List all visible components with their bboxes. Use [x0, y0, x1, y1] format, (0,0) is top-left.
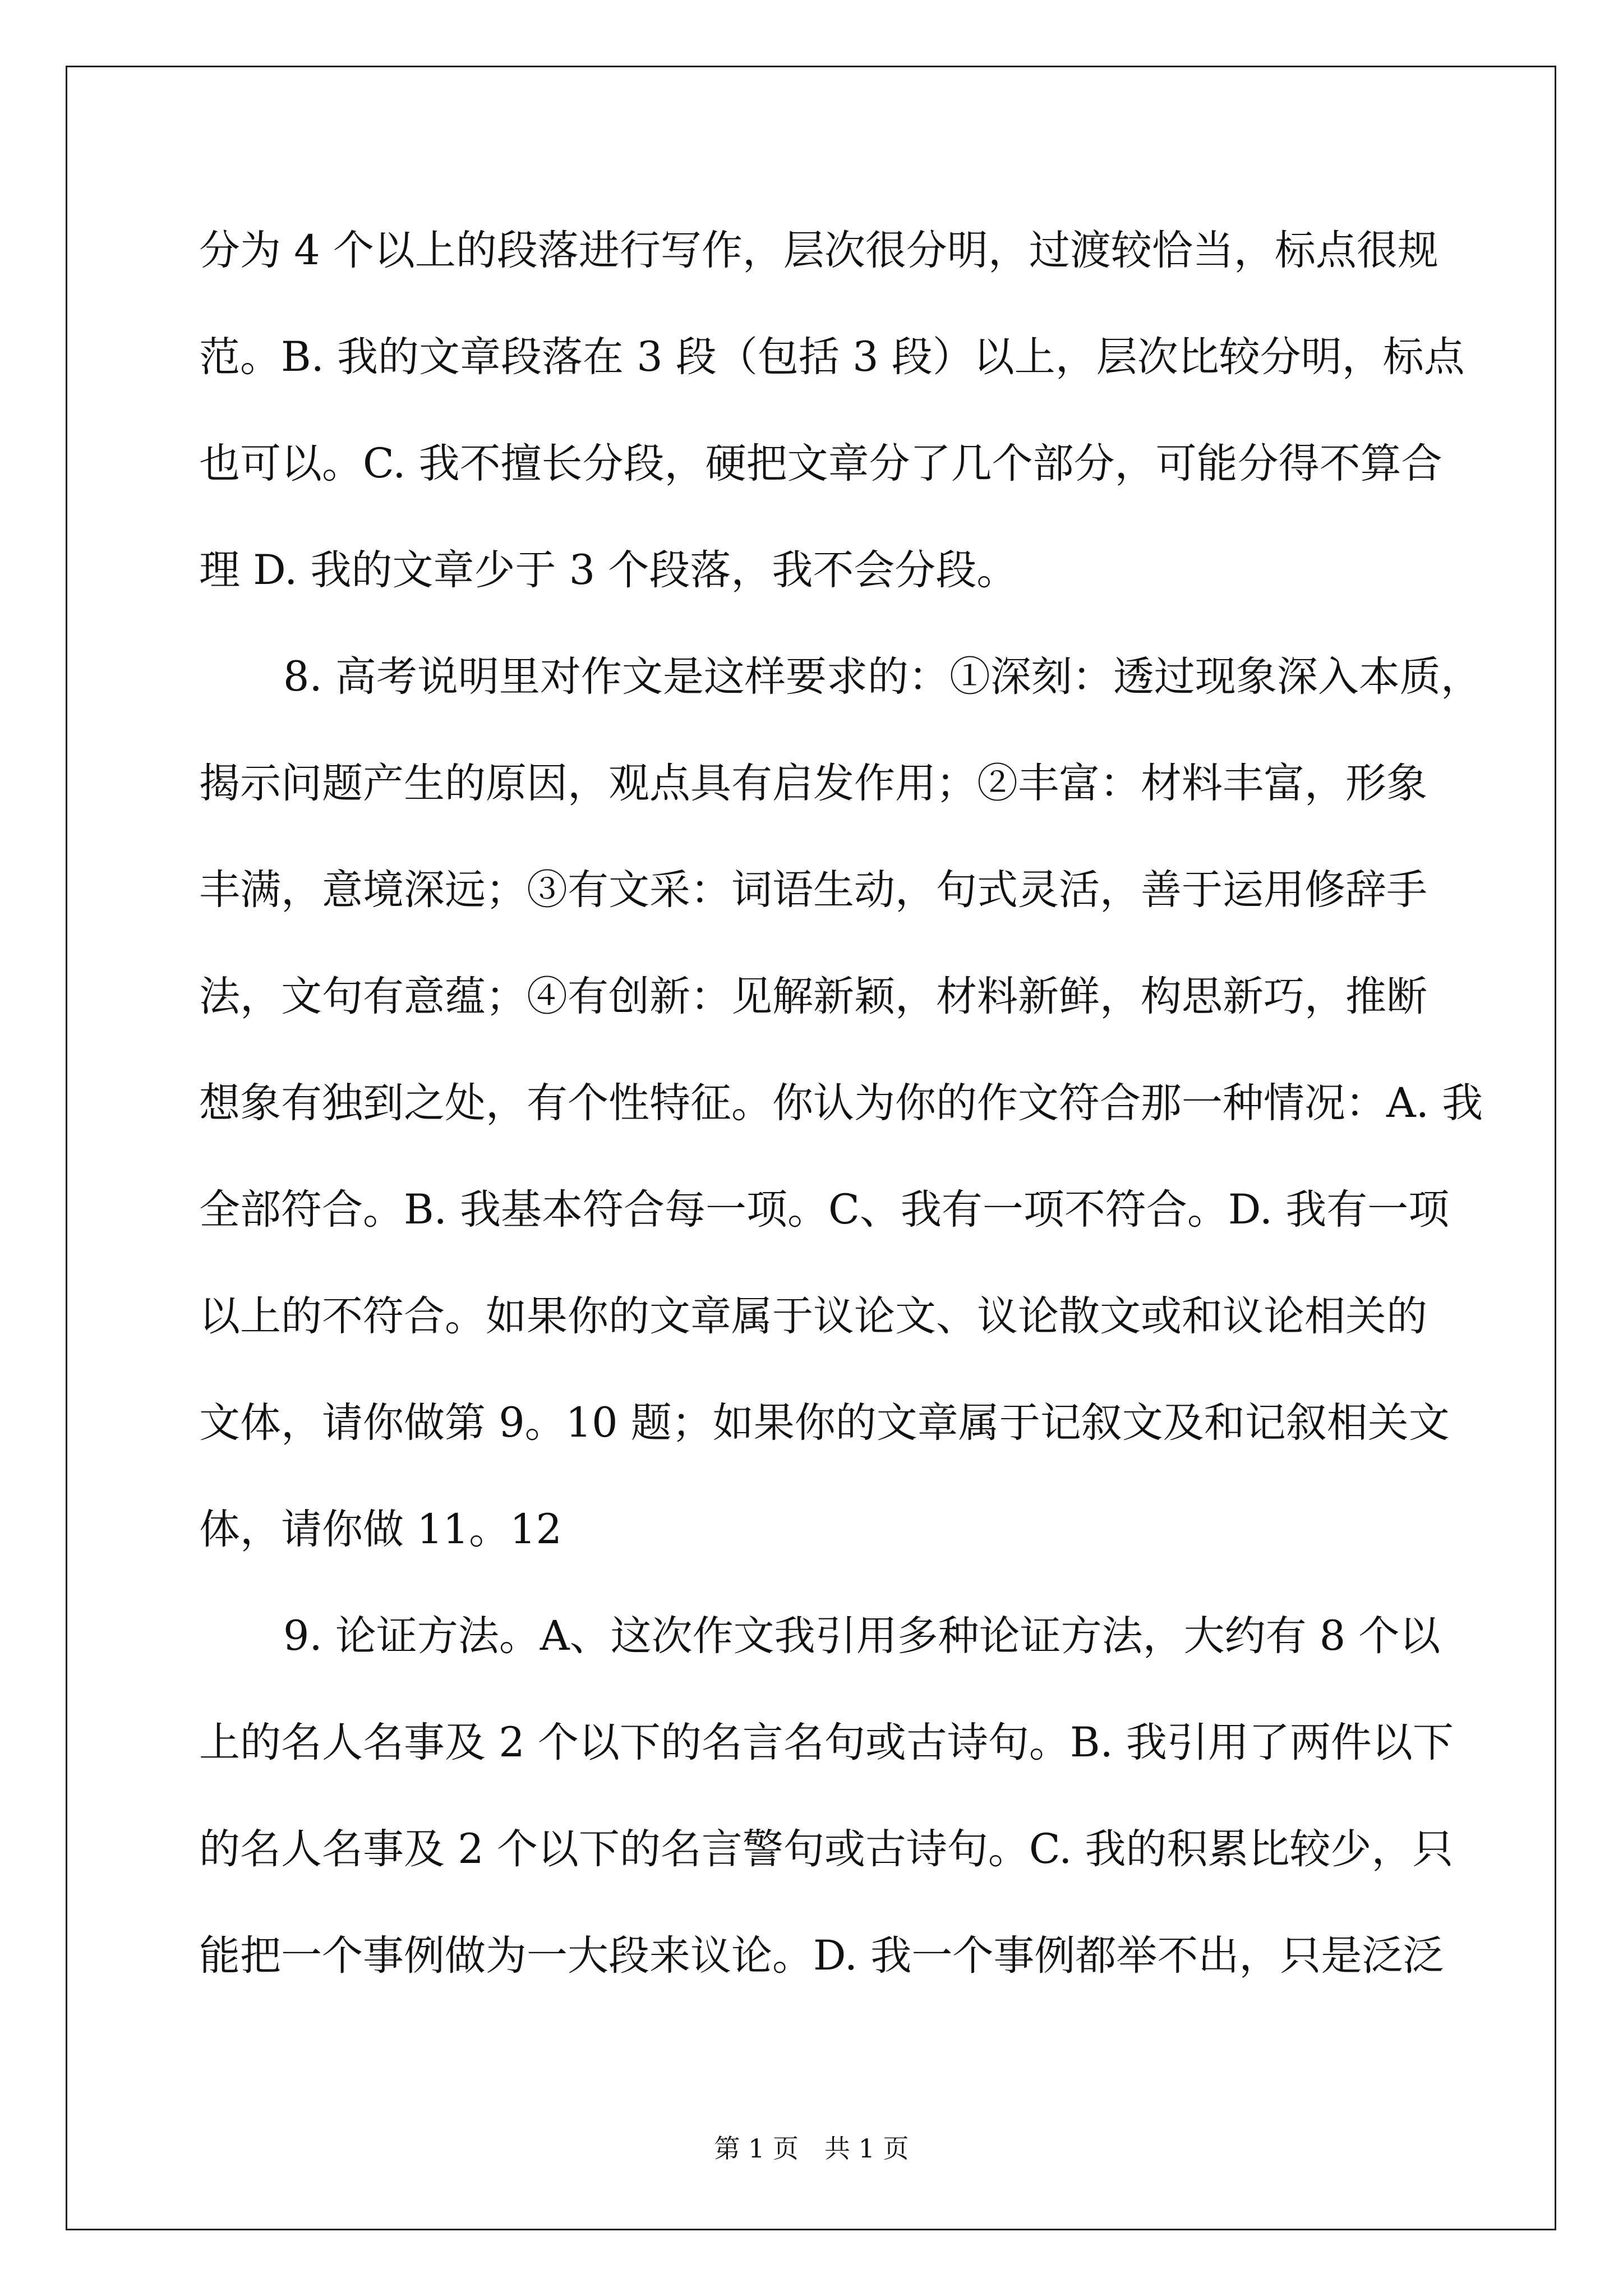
text-line-9: 想象有独到之处，有个性特征。你认为你的作文符合那一种情况：A. 我: [199, 1079, 1483, 1127]
text-line-4: 理 D. 我的文章少于 3 个段落，我不会分段。: [199, 546, 1018, 594]
text-line-2: 范。B. 我的文章段落在 3 段（包括 3 段）以上，层次比较分明，标点: [199, 333, 1465, 381]
text-line-10: 全部符合。B. 我基本符合每一项。C、我有一项不符合。D. 我有一项: [199, 1186, 1450, 1234]
text-line-5: 8. 高考说明里对作文是这样要求的：①深刻：透过现象深入本质，: [283, 653, 1482, 701]
text-line-17: 能把一个事例做为一大段来议论。D. 我一个事例都举不出，只是泛泛: [199, 1932, 1444, 1980]
text-line-7: 丰满，意境深远；③有文采：词语生动，句式灵活，善于运用修辞手: [199, 866, 1427, 914]
text-line-8: 法，文句有意蕴；④有创新：见解新颖，材料新鲜，构思新巧，推断: [199, 973, 1427, 1020]
text-line-13: 体，请你做 11。12: [199, 1506, 562, 1553]
page-footer: 第 1 页 共 1 页: [714, 2133, 909, 2164]
text-line-15: 上的名人名事及 2 个以下的名言名句或古诗句。B. 我引用了两件以下: [199, 1719, 1454, 1766]
text-line-16: 的名人名事及 2 个以下的名言警句或古诗句。C. 我的积累比较少，只: [199, 1825, 1454, 1873]
text-line-3: 也可以。C. 我不擅长分段，硬把文章分了几个部分，可能分得不算合: [199, 440, 1442, 487]
text-line-14: 9. 论证方法。A、这次作文我引用多种论证方法，大约有 8 个以: [283, 1612, 1441, 1660]
text-line-6: 揭示问题产生的原因，观点具有启发作用；②丰富：材料丰富，形象: [199, 760, 1427, 807]
text-line-12: 文体，请你做第 9。10 题；如果你的文章属于记叙文及和记叙相关文: [199, 1399, 1450, 1447]
document-body: [199, 209, 1483, 2021]
text-line-11: 以上的不符合。如果你的文章属于议论文、议论散文或和议论相关的: [199, 1292, 1427, 1340]
text-line-1: 分为 4 个以上的段落进行写作，层次很分明，过渡较恰当，标点很规: [199, 227, 1438, 274]
